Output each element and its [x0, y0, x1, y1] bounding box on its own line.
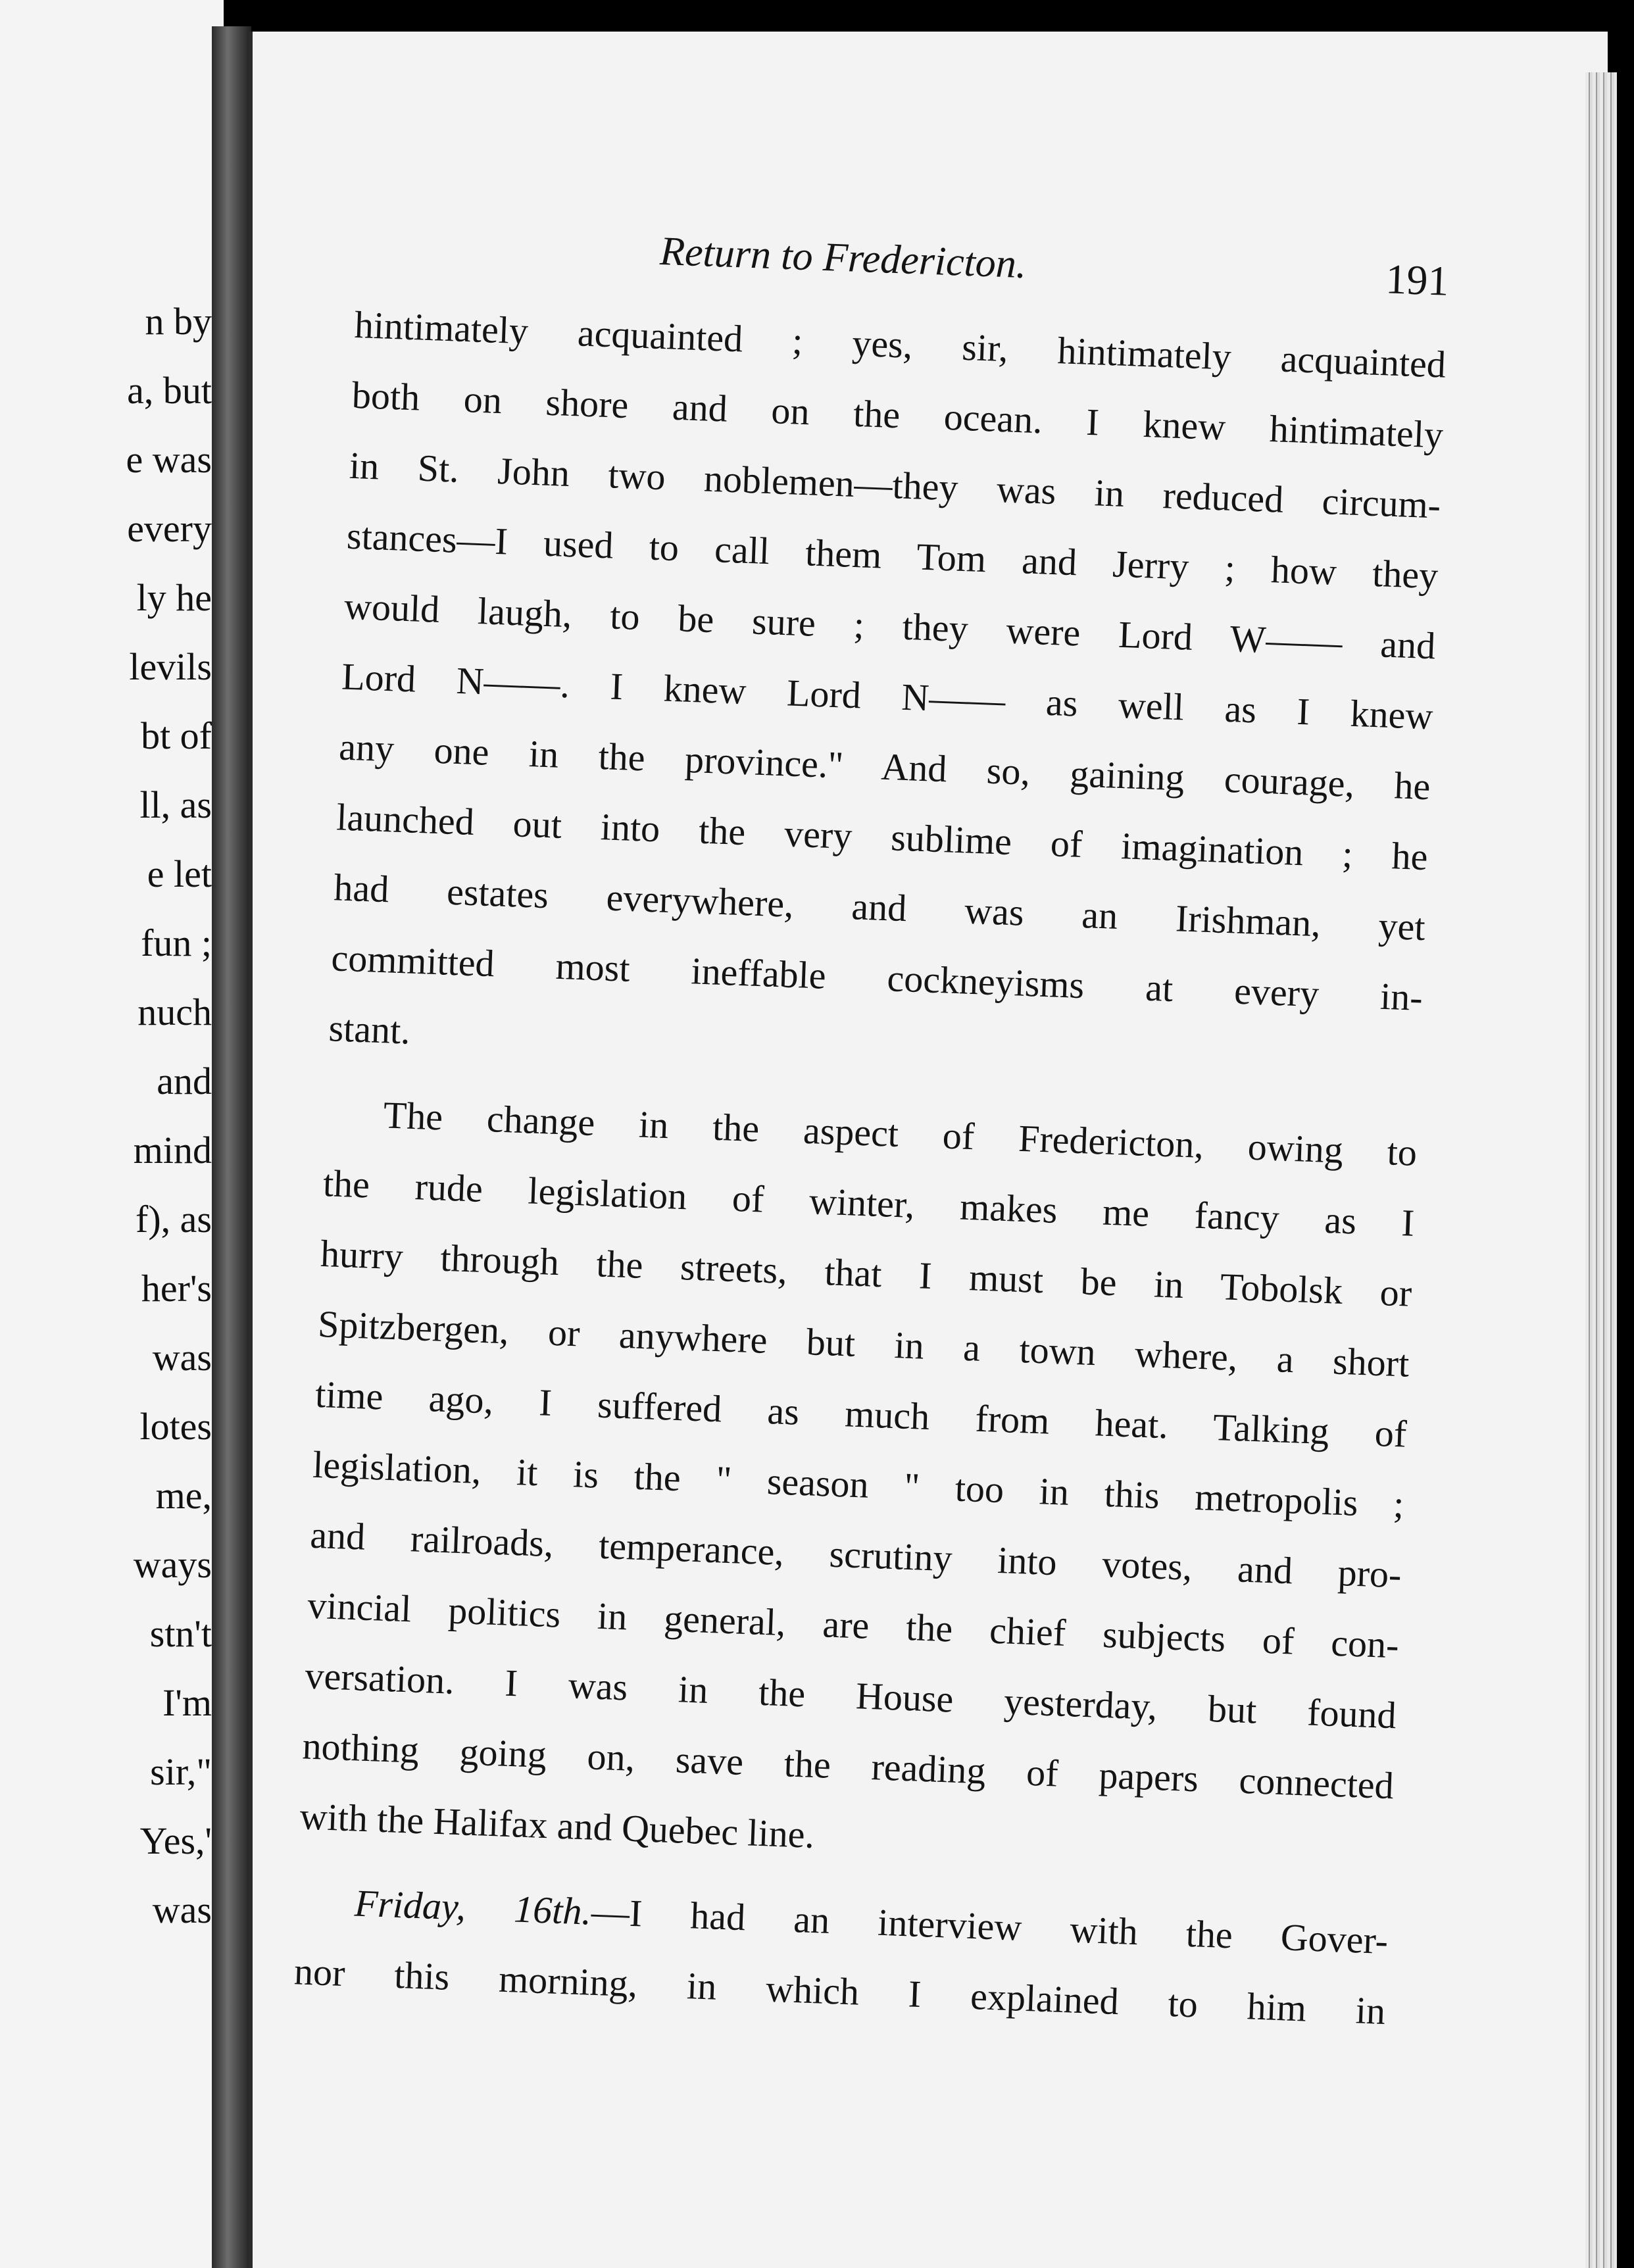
text-line: time ago, I suffered as much from heat. Talking of — [314, 1372, 1408, 1456]
text-line: and railroads, temperance, scrutiny into votes, and pro- — [309, 1513, 1402, 1596]
text-line: hurry through the streets, that I must be in Tobolsk or — [320, 1231, 1413, 1315]
diary-date-label: Friday, 16th. — [353, 1881, 593, 1933]
text-line: stant. — [328, 1006, 411, 1052]
text-line: the rude legislation of winter, makes me fancy as I — [322, 1162, 1416, 1245]
text-line: with the Halifax and Quebec line. — [299, 1794, 816, 1857]
text-line: would laugh, to be sure ; they were Lord W—— and — [343, 584, 1437, 668]
text-line: in St. John two noblemen—they was in reduced circum- — [348, 443, 1442, 527]
text-line: Spitzbergen, or anywhere but in a town where, a short — [317, 1302, 1410, 1385]
text-line: nothing going on, save the reading of papers connected — [301, 1724, 1395, 1808]
page-text-block — [293, 217, 1450, 2046]
facing-page-fragment: sir," — [150, 1750, 212, 1793]
running-title: Return to Fredericton. — [659, 228, 1027, 287]
text-line: nor this morning, in which I explained to him in — [293, 1950, 1387, 2033]
facing-page-fragment: nuch — [137, 991, 212, 1033]
facing-page-fragment: a, but — [127, 369, 212, 412]
facing-page-fragment: I'm — [162, 1681, 212, 1724]
facing-page-fragment: e let — [147, 852, 212, 895]
text-line: committed most ineffable cockneyisms at every in- — [330, 936, 1424, 1020]
facing-page-fragment: her's — [141, 1267, 212, 1310]
paragraph — [299, 1077, 1418, 1891]
text-line: vincial politics in general, are the chief subjects of con- — [307, 1583, 1400, 1667]
facing-page-fragment: e was — [126, 438, 212, 481]
facing-page-fragment: Yes,' — [139, 1819, 212, 1862]
facing-page-fragment: fun ; — [141, 922, 212, 964]
facing-page-fragment: ll, as — [139, 783, 212, 826]
facing-page-fragment: mind — [133, 1129, 212, 1171]
text-line: Lord N——. I knew Lord N—— as well as I knew — [341, 654, 1434, 738]
facing-page-fragment: lotes — [139, 1405, 212, 1448]
text-line: stances—I used to call them Tom and Jerry ; how they — [346, 514, 1439, 597]
facing-page-fragment: n by — [145, 300, 212, 343]
book-spine-gutter — [212, 26, 251, 2268]
facing-page-fragment: was — [152, 1336, 212, 1379]
facing-page-fragment: and — [157, 1060, 212, 1102]
text-line: The change in the aspect of Fredericton, owing to — [382, 1093, 1418, 1174]
facing-page-fragment: f), as — [136, 1198, 212, 1241]
text-run: —I had an interview with the Gover- — [590, 1890, 1389, 1963]
text-line: had estates everywhere, and was an Irishman, yet — [333, 866, 1426, 949]
text-line: versation. I was in the House yesterday, but found — [304, 1654, 1397, 1737]
text-line: any one in the province." And so, gaining courage, he — [338, 725, 1431, 808]
text-line: both on shore and on the ocean. I knew hintimately — [351, 373, 1445, 456]
text-line: hintimately acquainted ; yes, sir, hintimately acquainted — [353, 303, 1447, 386]
facing-page-fragment: every — [127, 507, 212, 550]
paragraph — [328, 289, 1447, 1103]
facing-page-fragment: bt of — [141, 714, 212, 757]
facing-page-fragment: was — [152, 1888, 212, 1931]
facing-page-fragment: ly he — [136, 576, 212, 619]
facing-page-fragment: ways — [133, 1543, 212, 1586]
page-edges — [1585, 72, 1617, 2268]
text-line: launched out into the very sublime of imagination ; he — [335, 795, 1429, 879]
text-line: legislation, it is the " season " too in this metropolis ; — [312, 1442, 1405, 1526]
facing-page-fragment: levils — [129, 645, 212, 688]
facing-page-fragment: me, — [155, 1474, 212, 1517]
facing-page — [0, 0, 224, 2268]
facing-page-fragment: stn't — [149, 1612, 212, 1655]
page-number: 191 — [1385, 255, 1450, 305]
